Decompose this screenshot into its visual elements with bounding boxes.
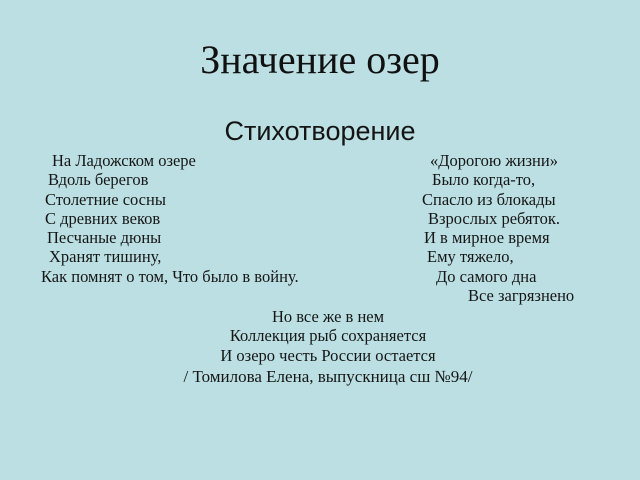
author-attribution: / Томилова Елена, выпускница сш №94/ (183, 367, 473, 386)
poem-line: С древних веков (45, 208, 161, 228)
slide-title: Значение озер (200, 37, 440, 82)
poem-line: Коллекция рыб сохраняется (229, 326, 427, 346)
poem-line: На Ладожском озере (52, 151, 196, 170)
poem-line: Взрослых ребяток. (428, 208, 560, 228)
poem-closing-lines (14, 307, 640, 365)
poem-line: Спасло из блокады (422, 189, 556, 209)
poem-line: Но все же в нем (271, 307, 385, 326)
poem-line: Все загрязнено (468, 286, 575, 306)
poem-line: Вдоль берегов (48, 170, 149, 190)
poem-line: «Дорогою жизни» (430, 151, 558, 170)
poem-left-column (38, 151, 299, 286)
poem-line: Песчаные дюны (47, 228, 162, 248)
poem-right-column (420, 151, 574, 305)
poem-line: Как помнят о том, Что было в войну. (41, 266, 299, 286)
poem-line: Было когда-то, (432, 170, 536, 190)
poem-line: Столетние сосны (45, 189, 166, 209)
poem-line: До самого дна (436, 266, 537, 286)
poem-line: И озеро честь России остается (220, 345, 436, 365)
poem-line: Ему тяжело, (427, 247, 514, 267)
slide-subtitle: Стихотворение (224, 116, 416, 146)
poem-line: И в мирное время (424, 228, 550, 248)
poem-line: Хранят тишину, (49, 247, 162, 267)
